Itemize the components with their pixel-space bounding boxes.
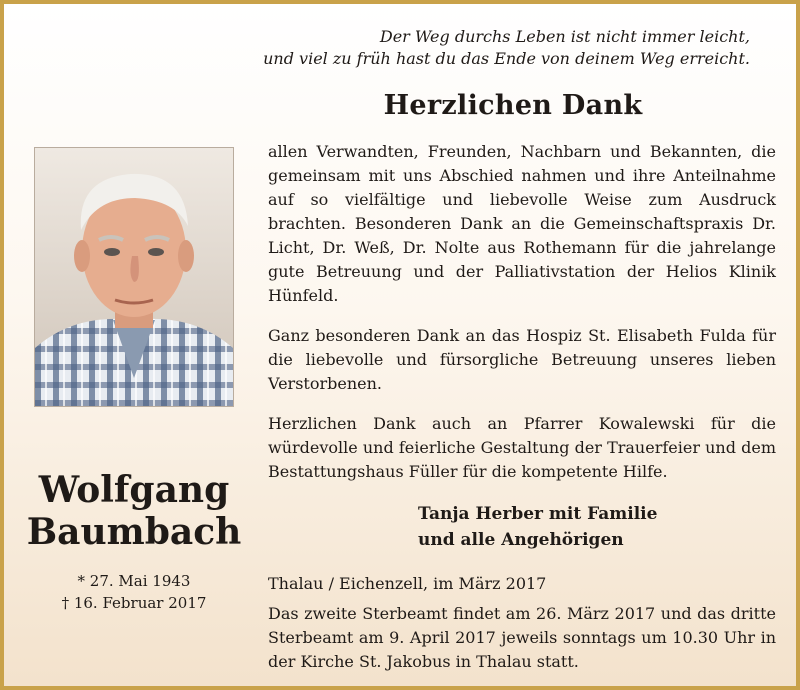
deceased-name [24, 469, 244, 553]
thanks-paragraph-3: Herzlichen Dank auch an Pfarrer Kowalewski für die würdevolle und feierliche Gestaltung der Trauerfeier und dem Bestattungshaus Füller für die kompetente Hilfe. [268, 414, 776, 481]
signature [418, 501, 778, 553]
portrait-illustration [35, 148, 233, 406]
requiem-notice: Das zweite Sterbeamt findet am 26. März 2017 und das dritte Sterbeamt am 9. April 2017 jeweils sonntags um 10.30 Uhr in der Kirche St. Jakobus in Thalau statt. [268, 604, 776, 671]
deceased-last-name: Baumbach [26, 511, 242, 553]
thanks-paragraph-2: Ganz besonderen Dank an das Hospiz St. Elisabeth Fulda für die liebevolle und fürsorgliche Betreuung unseres lieben Verstorbenen. [268, 326, 776, 393]
deceased-first-name: Wolfgang [38, 469, 230, 511]
death-date: † 16. Februar 2017 [61, 594, 207, 612]
thanks-paragraph-1: allen Verwandten, Freunden, Nachbarn und Bekannten, die gemeinsam mit uns Abschied nahmen und ihre Anteilnahme auf so vielfältige und liebevolle Weise zum Ausdruck brachten. Besonderen Dank an die Gemeinschaftspraxis Dr. Licht, Dr. Weß, Dr. Nolte aus Rothemann für die jahrelange gute Betreuung und der Palliativstation der Helios Klinik Hünfeld. [268, 142, 776, 305]
birth-date: * 27. Mai 1943 [77, 572, 191, 590]
thanks-heading: Herzlichen Dank [383, 90, 643, 121]
place-date: Thalau / Eichenzell, im März 2017 [268, 574, 547, 593]
life-dates [24, 570, 244, 614]
signature-line-1: Tanja Herber mit Familie [418, 504, 658, 524]
signature-line-2: und alle Angehörigen [418, 530, 624, 550]
motto-verse [190, 26, 750, 70]
motto-line-1: Der Weg durchs Leben ist nicht immer leicht, [379, 27, 750, 46]
portrait-photo [34, 147, 234, 407]
motto-line-2: und viel zu früh hast du das Ende von deinem Weg erreicht. [263, 49, 750, 68]
